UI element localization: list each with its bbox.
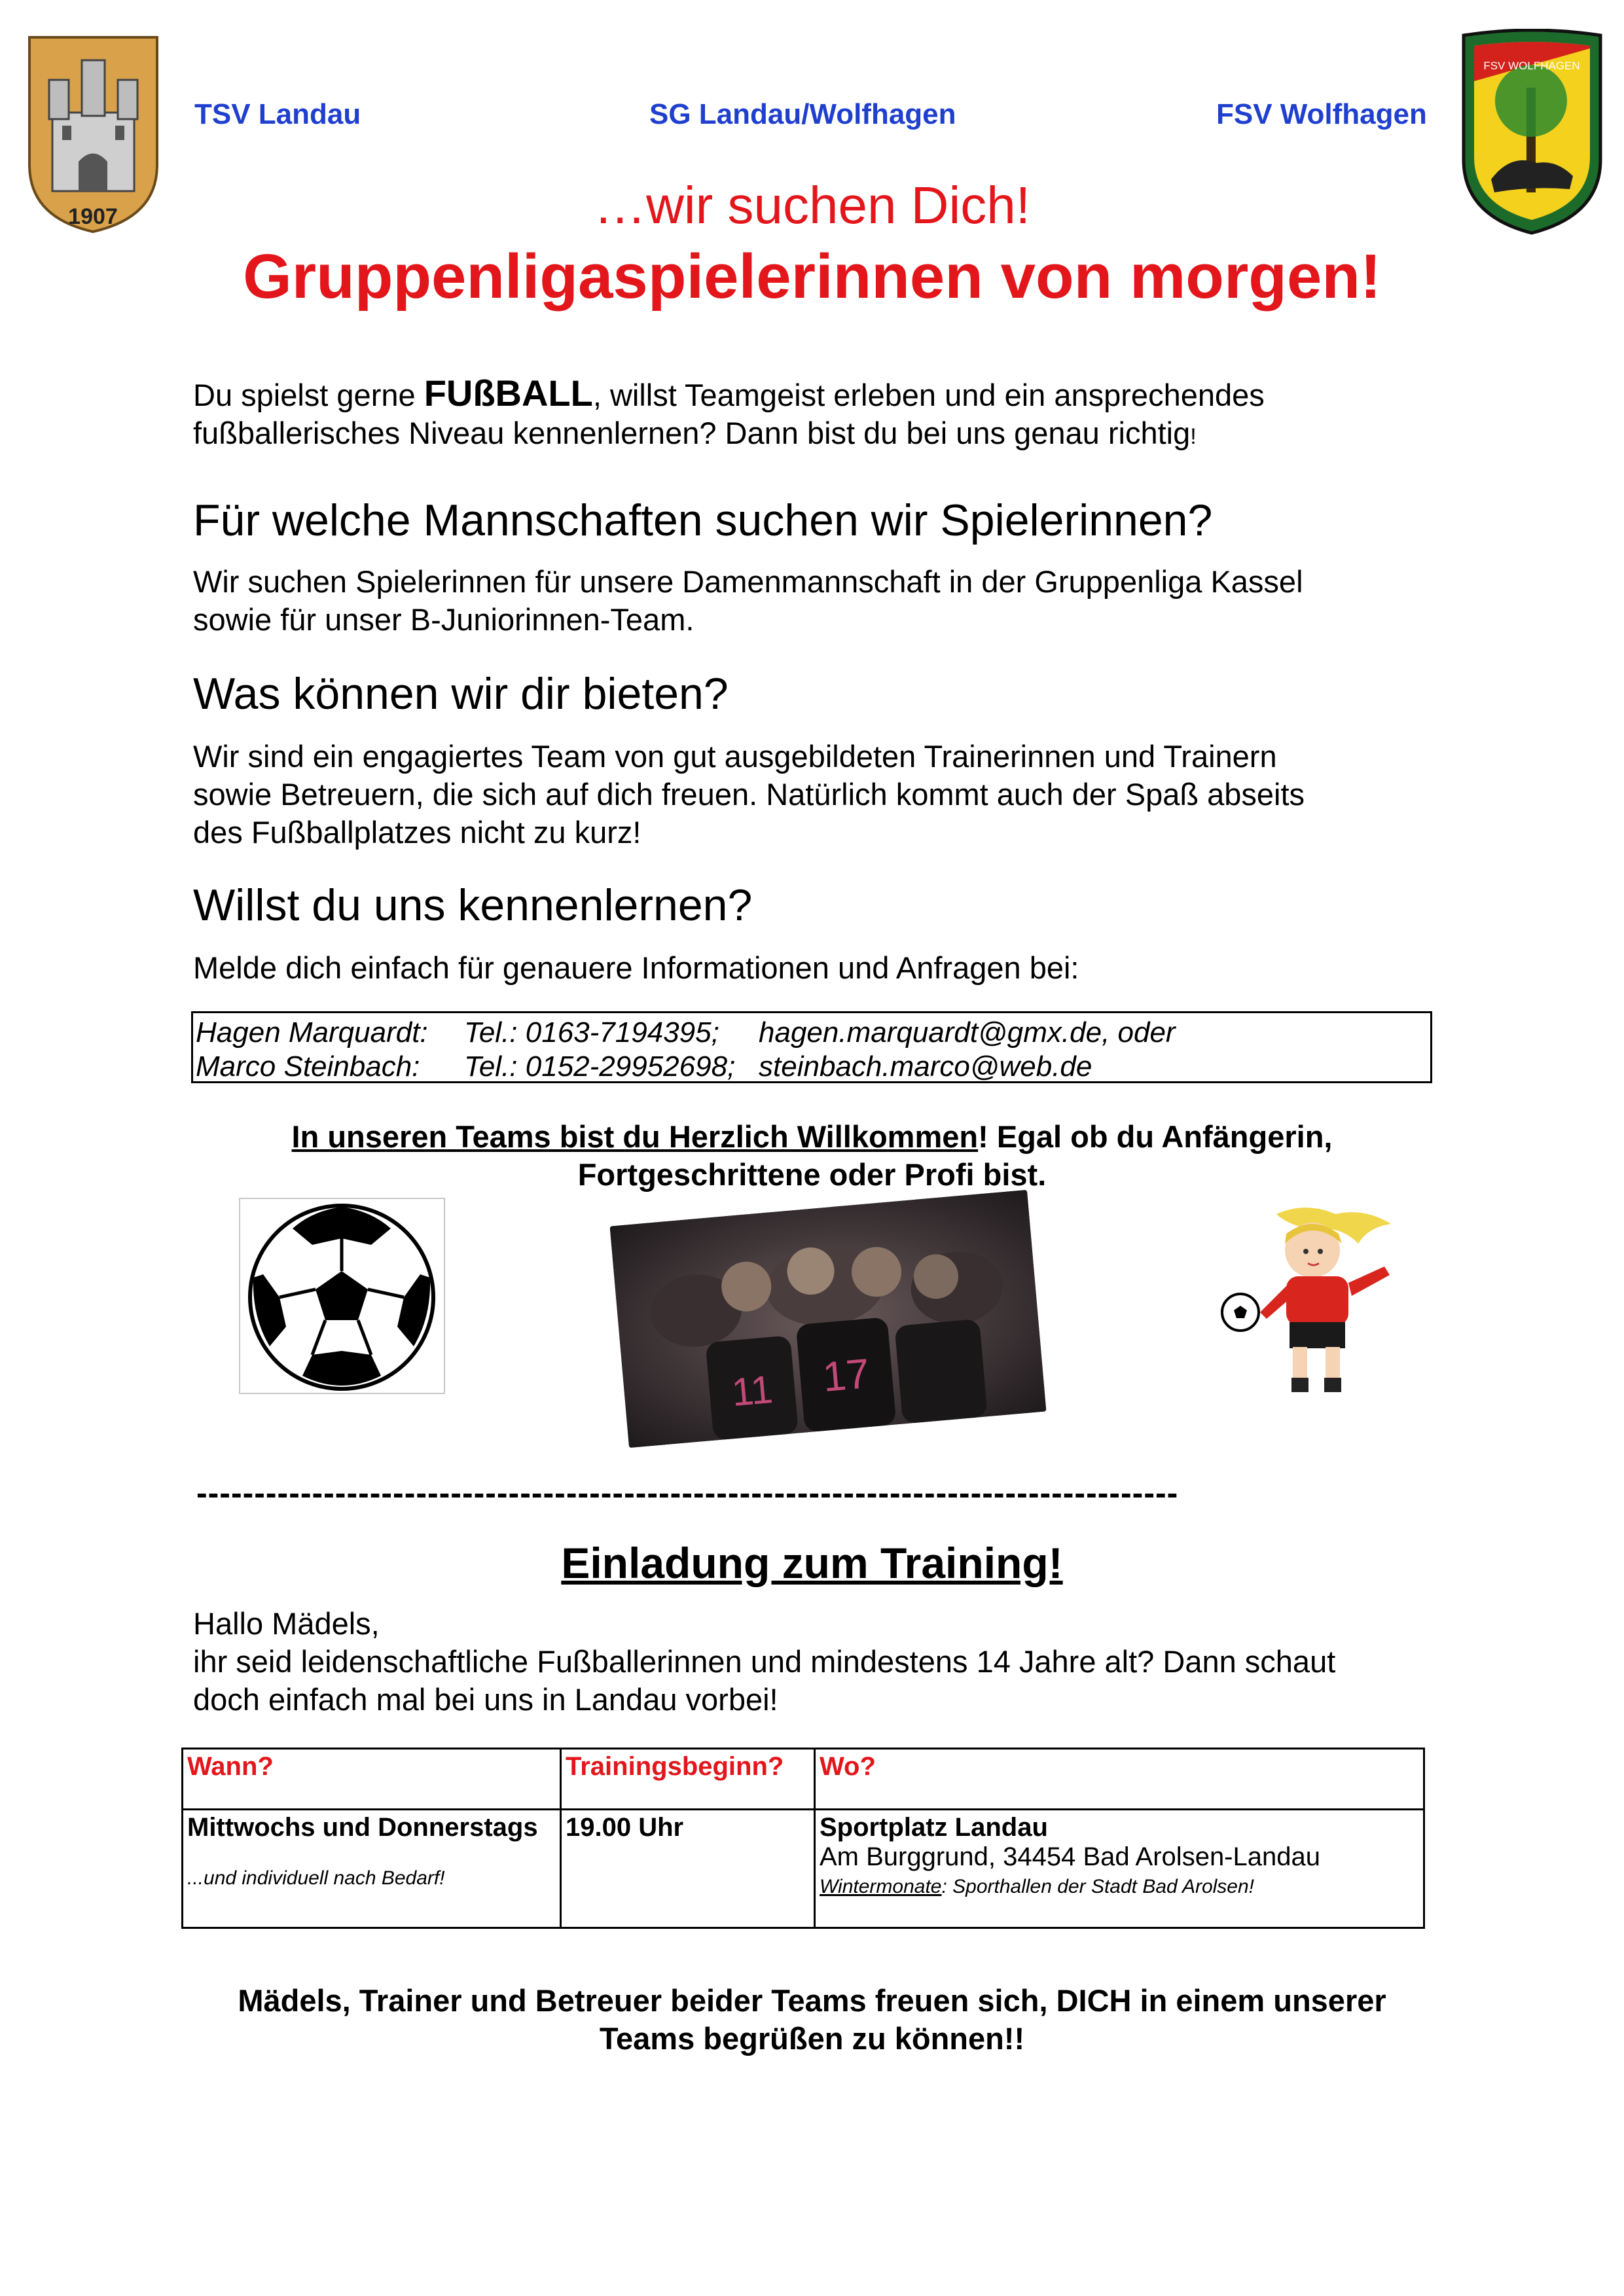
invite-title: Einladung zum Training! (561, 1539, 1063, 1587)
closing-line-2: Teams begrüßen zu können!! (599, 2021, 1025, 2056)
team-photo (609, 1190, 1046, 1448)
contact-phone[interactable]: Tel.: 0163-7194395; (464, 1016, 719, 1049)
cell-time (561, 1810, 815, 1928)
crest-year: 1907 (68, 204, 118, 229)
crest-text: FSV WOLFHAGEN (1483, 60, 1580, 72)
training-table (181, 1748, 1425, 1929)
jersey-number: 11 (730, 1367, 775, 1415)
header-where: Wo? (815, 1749, 1424, 1810)
invite-line-2: ihr seid leidenschaftliche Fußballerinnen und mindestens 14 Jahre alt? Dann schaut (193, 1644, 1336, 1679)
girl-player-icon (1214, 1198, 1404, 1407)
table-row (183, 1810, 1424, 1928)
contact-row (196, 1050, 1428, 1084)
intro-emphasis: FUßBALL (424, 372, 593, 414)
soccer-ball-icon (240, 1199, 444, 1393)
meet-line-1: Melde dich einfach für genauere Informationen und Anfragen bei: (193, 950, 1079, 985)
welcome-underlined: In unseren Teams bist du Herzlich Willkommen (291, 1119, 979, 1154)
offer-paragraph (193, 738, 1470, 852)
welcome-line2: Fortgeschrittene oder Profi bist. (577, 1157, 1047, 1192)
contact-name: Marco Steinbach: (196, 1050, 420, 1083)
table-header-row (183, 1749, 1424, 1810)
header-start: Trainingsbeginn? (561, 1749, 815, 1810)
closing-text (0, 1982, 1624, 2058)
contact-name: Hagen Marquardt: (196, 1016, 428, 1049)
intro-line2-end: ! (1190, 424, 1197, 449)
offer-line-2: sowie Betreuern, die sich auf dich freuen. Natürlich kommt auch der Spaß abseits (193, 777, 1305, 812)
offer-line-1: Wir sind ein engagiertes Team von gut ausgebildeten Trainerinnen und Trainern (193, 739, 1277, 774)
contact-box (191, 1011, 1432, 1083)
meet-paragraph (193, 949, 1470, 987)
winter-label: Wintermonate (820, 1876, 942, 1897)
place-address: Am Burggrund, 34454 Bad Arolsen-Landau (820, 1842, 1320, 1871)
intro-paragraph (193, 374, 1470, 456)
invite-line-3: doch einfach mal bei uns in Landau vorbei! (193, 1682, 778, 1717)
contact-row (196, 1016, 1428, 1050)
place-name: Sportplatz Landau (820, 1813, 1048, 1842)
contact-phone[interactable]: Tel.: 0152-29952698; (464, 1050, 736, 1083)
cell-when (183, 1810, 561, 1928)
training-time: 19.00 Uhr (566, 1813, 684, 1842)
invite-line-1: Hallo Mädels, (193, 1606, 380, 1641)
intro-part1: Du spielst gerne (193, 378, 424, 412)
team-huddle-image (609, 1190, 1046, 1448)
intro-part2: , willst Teamgeist erleben und ein ansprechendes (592, 378, 1265, 412)
winter-note (820, 1876, 1419, 1898)
winter-text: : Sporthallen der Stadt Bad Arolsen! (941, 1876, 1254, 1897)
contact-email[interactable]: hagen.marquardt@gmx.de, oder (759, 1016, 1176, 1049)
cell-where (815, 1810, 1424, 1928)
invite-paragraph (193, 1605, 1470, 1719)
heading-meet: Willst du uns kennenlernen? (193, 880, 753, 930)
tagline: …wir suchen Dich! (594, 176, 1030, 234)
divider-line: ------------------------------------------------------------------------------------- (196, 1475, 1179, 1511)
heading-teams: Für welche Mannschaften suchen wir Spielerinnen? (193, 495, 1213, 545)
club-tsv-landau: TSV Landau (194, 98, 361, 130)
intro-line2: fußballerisches Niveau kennenlernen? Dann bist du bei uns genau richtig (193, 416, 1191, 450)
offer-line-3: des Fußballplatzes nicht zu kurz! (193, 815, 641, 850)
headline: Gruppenligaspielerinnen von morgen! (243, 242, 1381, 312)
closing-line-1: Mädels, Trainer und Betreuer beider Teams freuen sich, DICH in einem unserer (238, 1983, 1386, 2018)
header-when: Wann? (183, 1749, 561, 1810)
soccer-ball-image (239, 1198, 445, 1394)
jersey-number: 17 (820, 1349, 872, 1401)
welcome-text (0, 1118, 1624, 1194)
welcome-rest: ! Egal ob du Anfängerin, (978, 1119, 1333, 1154)
teams-paragraph (193, 563, 1470, 639)
club-sg-landau-wolfhagen: SG Landau/Wolfhagen (649, 98, 956, 130)
heading-offer: Was können wir dir bieten? (193, 669, 729, 719)
contact-email[interactable]: steinbach.marco@web.de (759, 1050, 1092, 1083)
when-days: Mittwochs und Donnerstags (187, 1813, 538, 1842)
club-fsv-wolfhagen: FSV Wolfhagen (1216, 98, 1427, 130)
teams-line-2: sowie für unser B-Juniorinnen-Team. (193, 602, 695, 637)
when-note: ...und individuell nach Bedarf! (187, 1867, 445, 1889)
teams-line-1: Wir suchen Spielerinnen für unsere Damenmannschaft in der Gruppenliga Kassel (193, 564, 1303, 599)
